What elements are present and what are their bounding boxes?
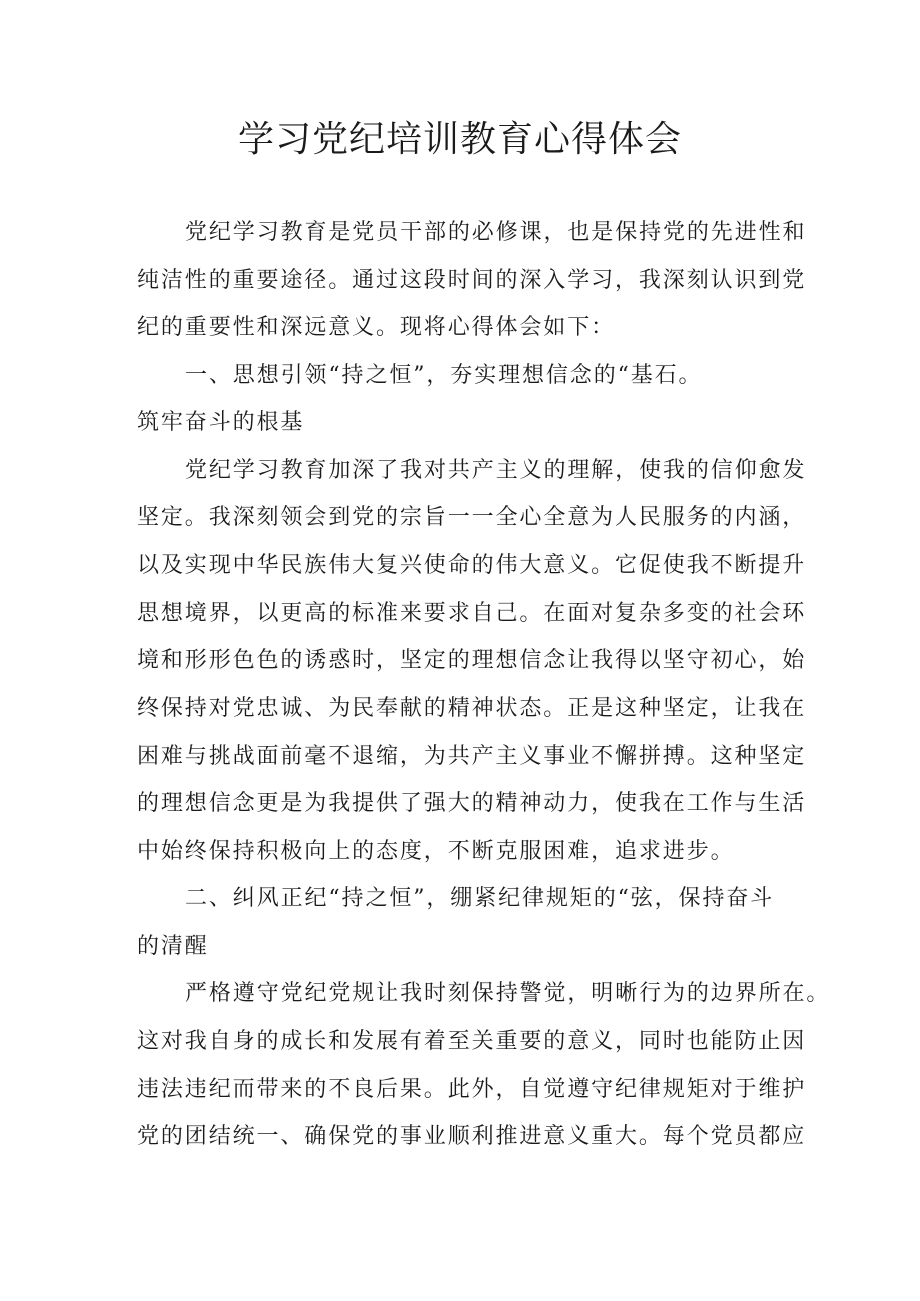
paragraph-line: 中始终保持积极向上的态度，不断克服困难，追求进步。 xyxy=(137,839,735,864)
section-heading-line: 一、思想引领“持之恒”，夯实理想信念的“基石。 xyxy=(185,363,703,388)
paragraph-line: 的理想信念更是为我提供了强大的精神动力，使我在工作与生活 xyxy=(137,791,807,816)
paragraph-line: 困难与挑战面前毫不退缩，为共产主义事业不懈拼搏。这种坚定 xyxy=(137,744,807,769)
paragraph-line: 党纪学习教育是党员干部的必修课，也是保持党的先进性和 xyxy=(185,220,807,245)
paragraph-line: 思想境界，以更高的标准来要求自己。在面对复杂多变的社会环 xyxy=(137,601,807,626)
document-title: 学习党纪培训教育心得体会 xyxy=(237,119,682,160)
paragraph-line: 以及实现中华民族伟大复兴使命的伟大意义。它促使我不断提升 xyxy=(137,553,807,578)
paragraph-line: 终保持对党忠诚、为民奉献的精神状态。正是这种坚定，让我在 xyxy=(137,696,807,721)
paragraph-line: 党的团结统一、确保党的事业顺利推进意义重大。每个党员都应 xyxy=(137,1124,807,1149)
section-heading-line: 的清醒 xyxy=(137,934,209,959)
paragraph-line: 纪的重要性和深远意义。现将心得体会如下： xyxy=(137,315,616,340)
paragraph-line: 境和形形色色的诱惑时，坚定的理想信念让我得以坚守初心，始 xyxy=(137,648,807,673)
paragraph-line: 党纪学习教育加深了我对共产主义的理解，使我的信仰愈发 xyxy=(185,458,807,483)
paragraph-line: 违法违纪而带来的不良后果。此外，自觉遵守纪律规矩对于维护 xyxy=(137,1077,807,1102)
section-heading-line: 筑牢奋斗的根基 xyxy=(137,410,305,435)
paragraph-line: 坚定。我深刻领会到党的宗旨一一全心全意为人民服务的内涵， xyxy=(137,505,807,530)
paragraph-line: 严格遵守党纪党规让我时刻保持警觉，明晰行为的边界所在。 xyxy=(185,981,831,1006)
paragraph-line: 纯洁性的重要途径。通过这段时间的深入学习，我深刻认识到党 xyxy=(137,268,807,293)
paragraph-line: 这对我自身的成长和发展有着至关重要的意义，同时也能防止因 xyxy=(137,1029,807,1054)
section-heading-line: 二、纠风正纪“持之恒”，绷紧纪律规矩的“弦，保持奋斗 xyxy=(185,886,775,911)
